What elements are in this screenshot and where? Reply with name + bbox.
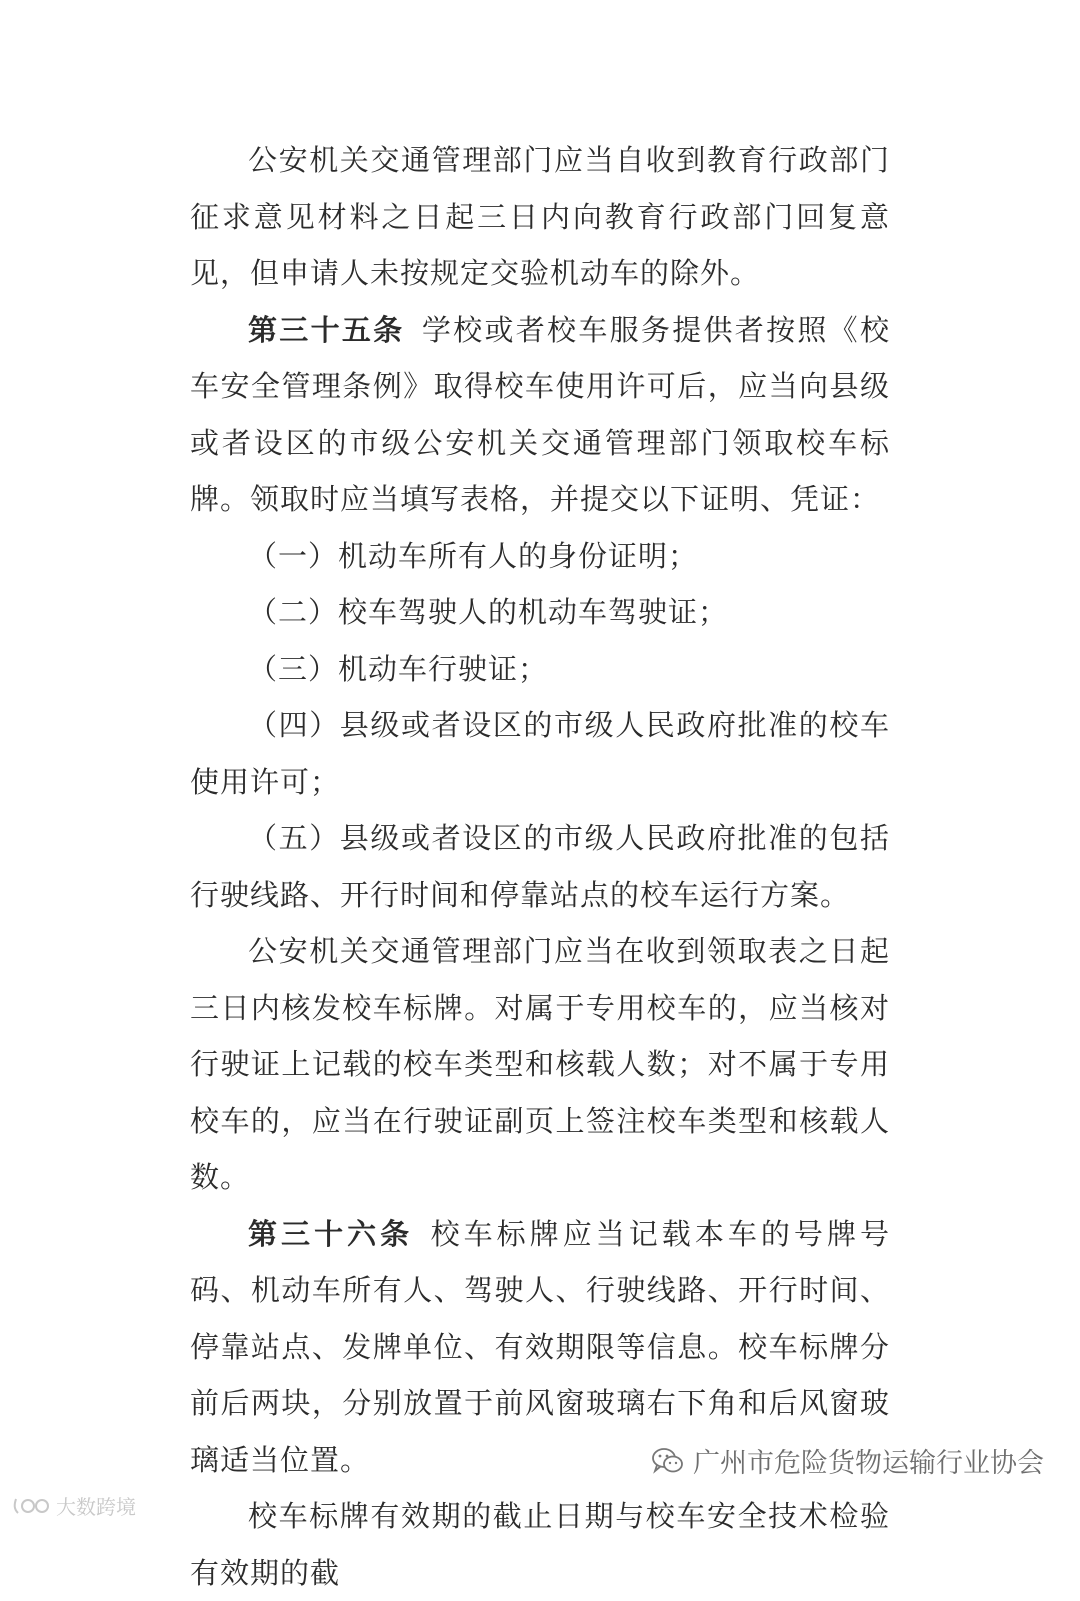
article-label: 第三十六条 (248, 1216, 414, 1251)
paragraph-text: （三）机动车行驶证； (248, 651, 549, 686)
paragraph-article-35 (190, 302, 890, 528)
list-item (190, 697, 890, 810)
paragraph (190, 1488, 890, 1601)
account-watermark (651, 1441, 1044, 1480)
brand-name: 大数跨境 (56, 1495, 136, 1519)
paragraph-text: （五）县级或者设区的市级人民政府批准的包括行驶线路、开行时间和停靠站点的校车运行方案。 (190, 821, 890, 912)
paragraph-text: （二）校车驾驶人的机动车驾驶证； (248, 595, 729, 629)
paragraph-text: 公安机关交通管理部门应当自收到教育行政部门征求意见材料之日起三日内向教育行政部门回复意见，但申请人未按规定交验机动车的除外。 (190, 143, 890, 290)
paragraph-text: 学校或者校车服务提供者按照《校车安全管理条例》取得校车使用许可后，应当向县级或者设区的市级公安机关交通管理部门领取校车标牌。领取时应当填写表格，并提交以下证明、凭证： (190, 312, 890, 516)
list-item (190, 584, 890, 641)
paragraph-text: 校车标牌有效期的截止日期与校车安全技术检验有效期的截 (190, 1499, 890, 1590)
article-label: 第三十五条 (248, 312, 405, 347)
brand-logo-icon (12, 1495, 52, 1517)
paragraph-text: （一）机动车所有人的身份证明； (248, 538, 699, 573)
list-item (190, 641, 890, 698)
account-name: 广州市危险货物运输行业协会 (693, 1448, 1044, 1479)
wechat-icon (651, 1446, 685, 1476)
paragraph (190, 923, 890, 1206)
list-item (190, 528, 890, 585)
brand-watermark (12, 1491, 136, 1520)
paragraph-text: 校车标牌应当记载本车的号牌号码、机动车所有人、驾驶人、行驶线路、开行时间、停靠站点、发牌单位、有效期限等信息。校车标牌分前后两块，分别放置于前风窗玻璃右下角和后风窗玻璃适当位置。 (190, 1216, 890, 1477)
paragraph-text: 公安机关交通管理部门应当在收到领取表之日起三日内核发校车标牌。对属于专用校车的，应当核对行驶证上记载的校车类型和核载人数；对不属于专用校车的，应当在行驶证副页上签注校车类型和核载人数。 (190, 934, 890, 1194)
document-body (190, 132, 890, 1601)
paragraph (190, 132, 890, 302)
paragraph-text: （四）县级或者设区的市级人民政府批准的校车使用许可； (190, 708, 890, 799)
list-item (190, 810, 890, 923)
